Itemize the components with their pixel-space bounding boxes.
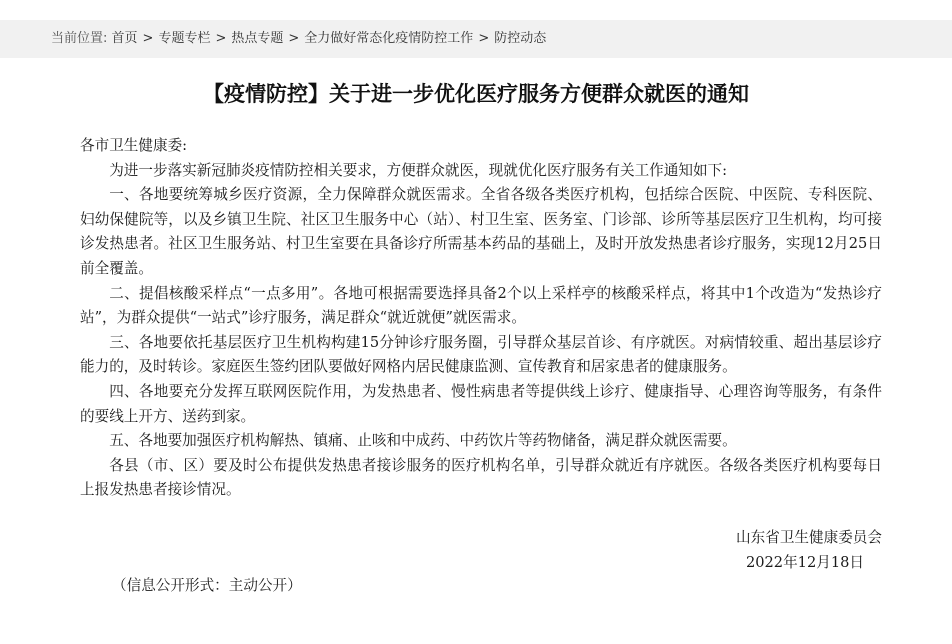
breadcrumb-label: 当前位置: xyxy=(51,31,108,46)
breadcrumb-item-prevention-news[interactable]: 防控动态 xyxy=(494,31,547,46)
article-paragraph: 为进一步落实新冠肺炎疫情防控相关要求，方便群众就医，现就优化医疗服务有关工作通知如下: xyxy=(109,161,728,179)
breadcrumb-separator: > xyxy=(142,31,154,46)
signature-date: 2022年12月18日 xyxy=(745,553,864,571)
article-signature xyxy=(736,526,882,575)
article-salutation: 各市卫生健康委: xyxy=(80,137,188,154)
article-paragraph: 各县（市、区）要及时公布提供发热患者接诊服务的医疗机构名单，引导群众就近有序就医。各级各类医疗机构要每日上报发热患者接诊情况。 xyxy=(80,456,882,499)
article-paragraph: 四、各地要充分发挥互联网医院作用，为发热患者、慢性病患者等提供线上诊疗、健康指导、心理咨询等服务，有条件的要线上开方、送药到家。 xyxy=(80,382,882,425)
breadcrumb-separator: > xyxy=(478,31,490,46)
article-title: 【疫情防控】关于进一步优化医疗服务方便群众就医的通知 xyxy=(203,82,749,106)
article-paragraph: 一、各地要统筹城乡医疗资源，全力保障群众就医需求。全省各级各类医疗机构，包括综合医院、中医院、专科医院、妇幼保健院等，以及乡镇卫生院、社区卫生服务中心（站）、村卫生室、医务室、门诊部、诊所等基层医疗卫生机构，均可接诊发热患者。社区卫生服务站、村卫生室要在具备诊疗所需基本药品的基础上，及时开放发热患者诊疗服务，实现12月25日前全覆盖。 xyxy=(80,186,882,277)
breadcrumb-item-epidemic-prevention[interactable]: 全力做好常态化疫情防控工作 xyxy=(304,31,474,46)
breadcrumb-separator: > xyxy=(215,31,227,46)
article-paragraph: 五、各地要加强医疗机构解热、镇痛、止咳和中成药、中药饮片等药物储备，满足群众就医需要。 xyxy=(109,432,737,450)
breadcrumb-item-home[interactable]: 首页 xyxy=(111,31,138,46)
breadcrumb-item-hot-topics[interactable]: 热点专题 xyxy=(231,31,284,46)
disclosure-note: （信息公开形式：主动公开） xyxy=(112,577,302,594)
article-body xyxy=(80,134,882,503)
breadcrumb xyxy=(0,20,952,58)
breadcrumb-separator: > xyxy=(288,31,300,46)
breadcrumb-item-special-column[interactable]: 专题专栏 xyxy=(158,31,211,46)
article-paragraph: 三、各地要依托基层医疗卫生机构构建15分钟诊疗服务圈，引导群众基层首诊、有序就医。对病情较重、超出基层诊疗能力的，及时转诊。家庭医生签约团队要做好网格内居民健康监测、宣传教育和居家患者的健康服务。 xyxy=(80,333,882,376)
signature-organization: 山东省卫生健康委员会 xyxy=(736,529,882,546)
article-paragraph: 二、提倡核酸采样点“一点多用”。各地可根据需要选择具备2个以上采样亭的核酸采样点，将其中1个改造为“发热诊疗站”，为群众提供“一站式”诊疗服务，满足群众“就近就便”就医需求。 xyxy=(80,284,882,327)
